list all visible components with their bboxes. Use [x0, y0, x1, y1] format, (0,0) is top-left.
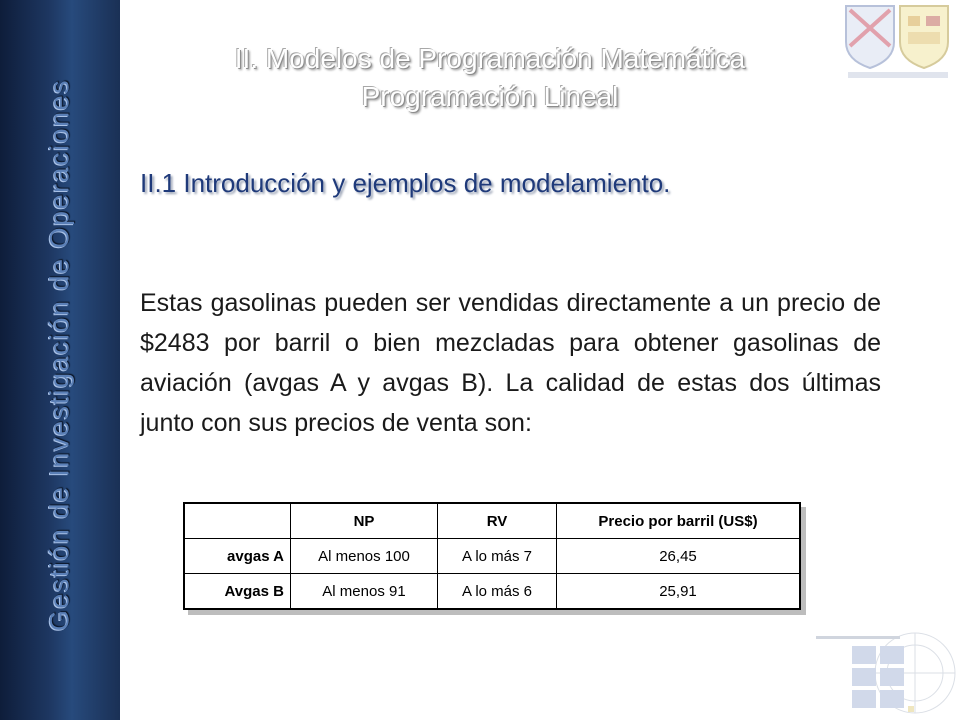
- header-line-2: Programación Lineal: [361, 81, 619, 112]
- table-header-cell: NP: [291, 503, 438, 539]
- table-header-cell: Precio por barril (US$): [557, 503, 801, 539]
- table-row: [184, 539, 800, 574]
- section-title: II.1 Introducción y ejemplos de modelamiento.: [140, 168, 671, 198]
- table-row: [184, 574, 800, 610]
- industrias-logo-icon: [810, 628, 956, 718]
- body-paragraph: Estas gasolinas pueden ser vendidas directamente a un precio de $2483 por barril o bien mezcladas para obtener gasolinas de aviación (avgas A y avgas B). La calidad de estas dos últimas junto con sus precios de venta son:: [140, 289, 881, 437]
- table-cell: A lo más 6: [438, 574, 557, 610]
- table-cell: 26,45: [557, 539, 801, 574]
- quality-price-table: [183, 502, 801, 610]
- slide-header: [140, 40, 840, 116]
- table-cell: Al menos 91: [291, 574, 438, 610]
- table-cell: Al menos 100: [291, 539, 438, 574]
- university-crest-icon: [842, 2, 954, 82]
- table-row-label: avgas A: [184, 539, 291, 574]
- table-row-label: Avgas B: [184, 574, 291, 610]
- table-header-row: [184, 503, 800, 539]
- table-header-cell: [184, 503, 291, 539]
- table-header-cell: RV: [438, 503, 557, 539]
- sidebar: [0, 0, 120, 720]
- table-cell: A lo más 7: [438, 539, 557, 574]
- table-cell: 25,91: [557, 574, 801, 610]
- header-line-1: II. Modelos de Programación Matemática: [234, 43, 746, 74]
- sidebar-title: Gestión de Investigación de Operaciones: [44, 78, 75, 632]
